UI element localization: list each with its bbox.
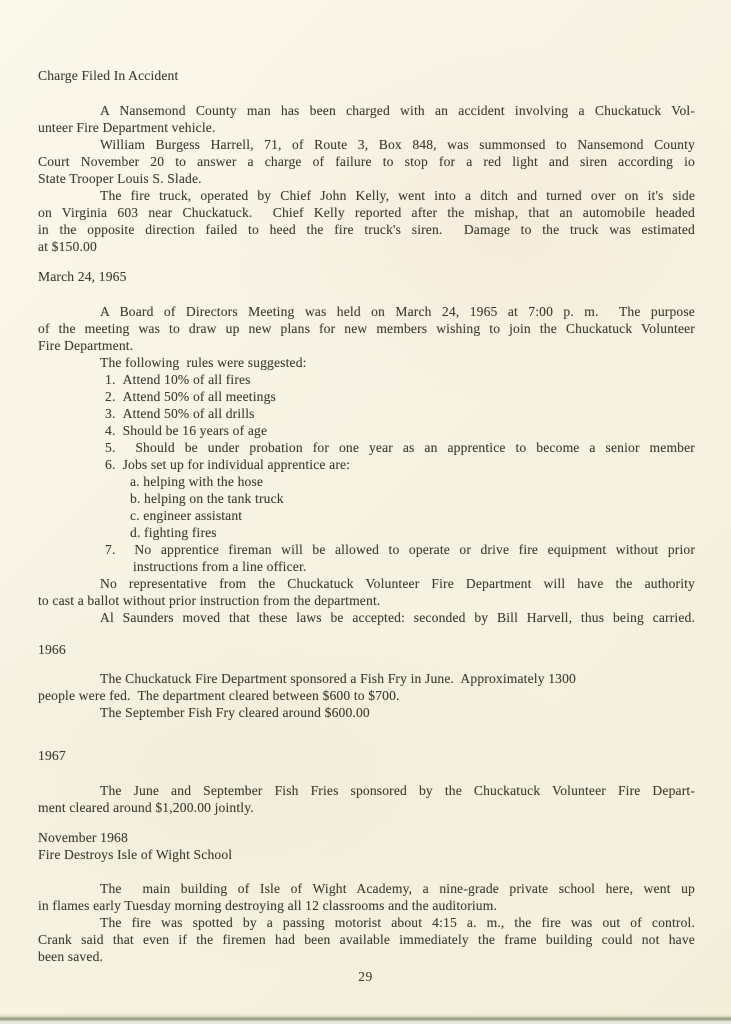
text-line: Court November 20 to answer a charge of failure to stop for a red light and siren according io <box>38 154 695 169</box>
heading-line: Charge Filed In Accident <box>38 68 179 83</box>
heading-line: March 24, 1965 <box>38 269 127 284</box>
text-line: The September Fish Fry cleared around $600.00 <box>100 705 370 720</box>
scan-bottom-edge <box>0 1013 731 1024</box>
text-line: 2. Attend 50% of all meetings <box>105 389 276 404</box>
text-line: unteer Fire Department vehicle. <box>38 120 216 135</box>
section-body-nov-1968 <box>38 880 695 965</box>
text-line: in flames early Tuesday morning destroying all 12 classrooms and the auditorium. <box>38 898 498 913</box>
text-line: 4. Should be 16 years of age <box>105 423 268 438</box>
text-line: The following rules were suggested: <box>100 355 307 370</box>
text-line: Al Saunders moved that these laws be accepted: seconded by Bill Harvell, thus being carried. <box>100 610 695 625</box>
section-heading-nov-1968 <box>38 829 695 863</box>
text-line: people were fed. The department cleared between $600 to $700. <box>38 688 400 703</box>
text-line: State Trooper Louis S. Slade. <box>38 171 202 186</box>
text-line: in the opposite direction failed to heed the fire truck's siren. Damage to the truck was estimated <box>38 222 695 237</box>
section-heading-march-1965 <box>38 268 695 285</box>
section-heading-1967 <box>38 747 695 764</box>
section-body-1966 <box>38 670 695 721</box>
text-line: 5. Should be under probation for one year as an apprentice to become a senior member <box>105 440 695 455</box>
text-line: Fire Department. <box>38 338 134 353</box>
text-line: b. helping on the tank truck <box>130 491 284 506</box>
text-line: ment cleared around $1,200.00 jointly. <box>38 800 254 815</box>
section-body-1967 <box>38 782 695 816</box>
text-line: of the meeting was to draw up new plans for new members wishing to join the Chuckatuck Volunteer <box>38 321 695 336</box>
text-line: William Burgess Harrell, 71, of Route 3, Box 848, was summonsed to Nansemond County <box>100 137 695 152</box>
text-line: The June and September Fish Fries sponsored by the Chuckatuck Volunteer Fire Depart- <box>100 783 695 798</box>
section-heading-charge-filed <box>38 67 695 84</box>
text-line: on Virginia 603 near Chuckatuck. Chief Kelly reported after the mishap, that an automobile headed <box>38 205 695 220</box>
section-body-march-1965 <box>38 303 695 626</box>
text-line: 6. Jobs set up for individual apprentice are: <box>105 457 351 472</box>
text-line: A Nansemond County man has been charged with an accident involving a Chuckatuck Vol- <box>100 103 695 118</box>
text-line: instructions from a line officer. <box>133 559 307 574</box>
text-line: a. helping with the hose <box>130 474 264 489</box>
heading-line: 1967 <box>38 748 66 763</box>
text-line: at $150.00 <box>38 239 97 254</box>
text-line: The Chuckatuck Fire Department sponsored a Fish Fry in June. Approximately 1300 <box>100 671 576 686</box>
heading-line: November 1968 <box>38 830 128 845</box>
heading-line: Fire Destroys Isle of Wight School <box>38 847 233 862</box>
text-line: 3. Attend 50% of all drills <box>105 406 255 421</box>
text-line: No representative from the Chuckatuck Volunteer Fire Department will have the authority <box>100 576 695 591</box>
text-line: d. fighting fires <box>130 525 217 540</box>
text-line: to cast a ballot without prior instruction from the department. <box>38 593 381 608</box>
heading-line: 1966 <box>38 642 66 657</box>
section-body-charge-filed <box>38 102 695 255</box>
text-line: The main building of Isle of Wight Academy, a nine-grade private school here, went up <box>100 881 695 896</box>
text-line: 1. Attend 10% of all fires <box>105 372 251 387</box>
text-line: been saved. <box>38 949 104 964</box>
text-line: The fire truck, operated by Chief John Kelly, went into a ditch and turned over on it's side <box>100 188 695 203</box>
text-line: A Board of Directors Meeting was held on March 24, 1965 at 7:00 p. m. The purpose <box>100 304 695 319</box>
text-line: 7. No apprentice fireman will be allowed to operate or drive fire equipment without prior <box>105 542 695 557</box>
page-number: 29 <box>358 969 373 984</box>
section-heading-1966 <box>38 641 695 658</box>
text-line: c. engineer assistant <box>130 508 243 523</box>
text-line: Crank said that even if the firemen had been available immediately the frame building could not have <box>38 932 695 947</box>
text-line: The fire was spotted by a passing motorist about 4:15 a. m., the fire was out of control. <box>100 915 695 930</box>
